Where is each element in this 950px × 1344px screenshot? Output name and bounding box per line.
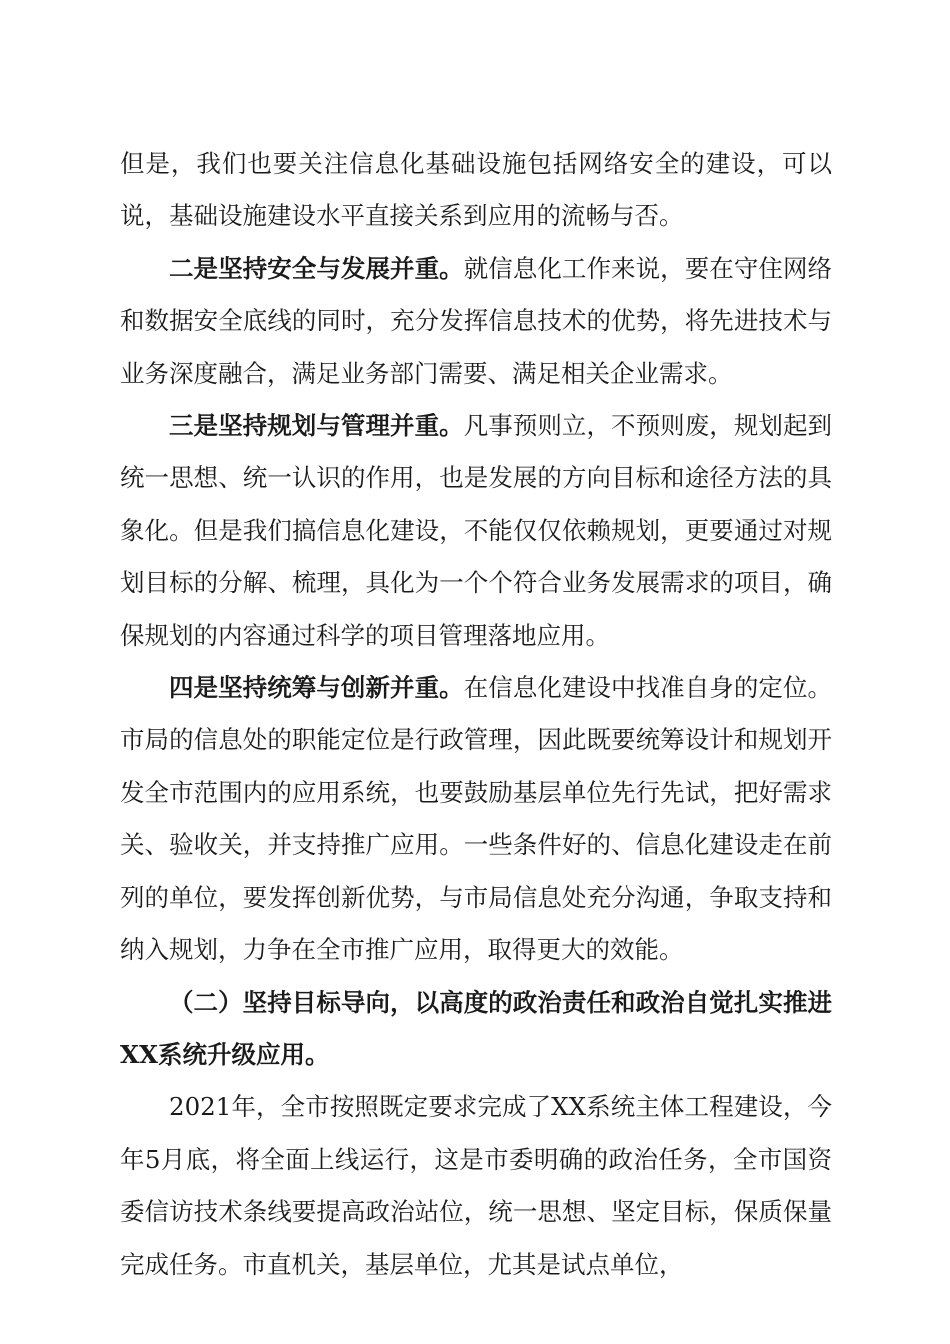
paragraph-text: 在信息化建设中找准自身的定位。市局的信息处的职能定位是行政管理，因此既要统筹设计和规划开发全市范围内的应用系统，也要鼓励基层单位先行先试，把好需求关、验收关，并支持推广应用。一些条件好的、信息化建设走在前列的单位，要发挥创新优势，与市局信息处充分沟通，争取支持和纳入规划，力争在全市推广应用，取得更大的效能。 — [120, 673, 833, 965]
paragraph-lead: 三是坚持规划与管理并重。 — [169, 411, 464, 441]
paragraph-text: 就信息化工作来说，要在守住网络和数据安全底线的同时，充分发挥信息技术的优势，将先进技术与业务深度融合，满足业务部门需要、满足相关企业需求。 — [120, 253, 833, 388]
paragraph-lead: 二是坚持安全与发展并重。 — [169, 253, 464, 283]
paragraph-lead: 四是坚持统筹与创新并重。 — [169, 673, 464, 703]
paragraph-safety-development — [120, 243, 832, 400]
section-heading: （二）坚持目标导向，以高度的政治责任和政治自觉扎实推进XX系统升级应用。 — [120, 987, 832, 1069]
paragraph-text: 凡事预则立，不预则废，规划起到统一思想、统一认识的作用，也是发展的方向目标和途径方法的具象化。但是我们搞信息化建设，不能仅仅依赖规划，更要通过对规划目标的分解、梳理，具化为一个个符合业务发展需求的项目，确保规划的内容通过科学的项目管理落地应用。 — [120, 411, 833, 650]
paragraph-planning-management — [120, 400, 832, 662]
paragraph-infrastructure — [120, 138, 832, 243]
paragraph-text: 2021年，全市按照既定要求完成了XX系统主体工程建设，今年5月底，将全面上线运行，这是市委明确的政治任务，全市国资委信访技术条线要提高政治站位，统一思想、坚定目标，保质保量完成任务。市直机关，基层单位，尤其是试点单位， — [120, 1092, 832, 1279]
body-text — [120, 138, 832, 1291]
paragraph-coordination-innovation — [120, 662, 832, 976]
paragraph-text: 但是，我们也要关注信息化基础设施包括网络安全的建设，可以说，基础设施建设水平直接关系到应用的流畅与否。 — [120, 149, 832, 231]
paragraph-system-upgrade — [120, 1081, 832, 1291]
